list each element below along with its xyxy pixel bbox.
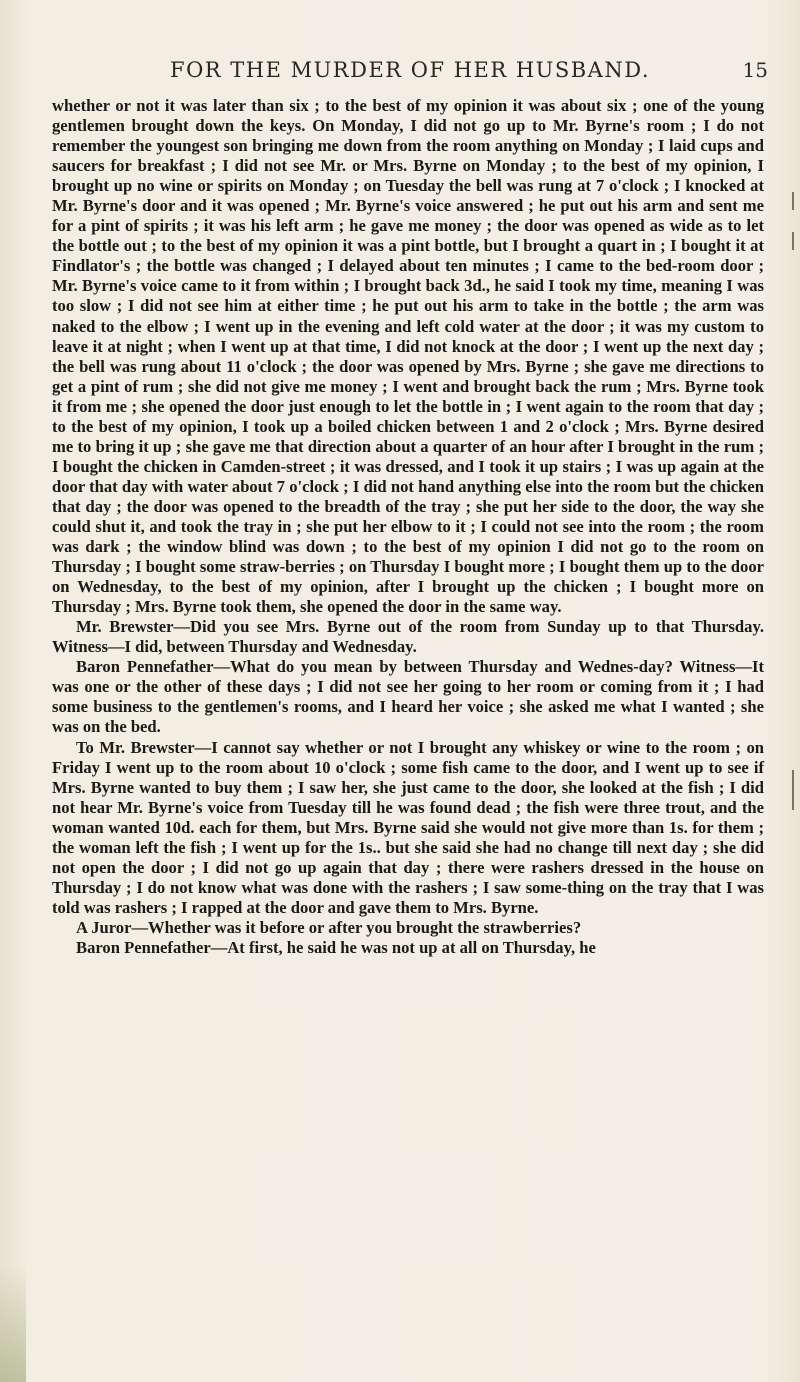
- paragraph-witness-testimony: whether or not it was later than six ; to the best of my opinion it was about six ; one of the young gentlemen brought down the keys. On Monday, I did not go up to Mr. Byrne's room ; I do not remember the youngest son bringing me down from the room anything on Monday ; I laid cups and saucers for breakfast ; I did not see Mr. or Mrs. Byrne on Monday ; to the best of my opinion, I brought up no wine or spirits on Monday ; on Tuesday the bell was rung at 7 o'clock ; I knocked at Mr. Byrne's door and it was opened ; Mr. Byrne's voice answered ; he put out his arm and sent me for a pint of spirits ; it was his left arm ; he gave me money ; the door was opened as wide as to let the bottle out ; to the best of my opinion it was a pint bottle, but I brought a quart in ; I bought it at Findlator's ; the bottle was changed ; I delayed about ten minutes ; I came to the bed-room door ; Mr. Byrne's voice came to it from within ; I brought back 3d., he said I took my time, meaning I was too slow ; I did not see him at either time ; he put out his arm to take in the bottle ; the arm was naked to the elbow ; I went up in the evening and left cold water at the door ; it was my custom to leave it at night ; when I went up at that time, I did not knock at the door ; I went up the next day ; the bell was rung about 11 o'clock ; the door was opened by Mrs. Byrne ; she gave me directions to get a pint of rum ; she did not give me money ; I went and brought back the rum ; Mrs. Byrne took it from me ; she opened the door just enough to let the bottle in ; I went again to the room that day ; to the best of my opinion, I took up a boiled chicken between 1 and 2 o'clock ; Mrs. Byrne desired me to bring it up ; she gave me that direction about a quarter of an hour after I brought in the rum ; I bought the chicken in Camden-street ; it was dressed, and I took it up stairs ; I was up again at the door that day with water about 7 o'clock ; I did not hand anything else into the room but the chicken that day ; the door was opened to the breadth of the tray ; she put her side to the door, the way she could shut it, and took the tray in ; she put her elbow to it ; I could not see into the room ; the room was dark ; the window blind was down ; to the best of my opinion I did not go to the room on Thursday ; I bought some straw-berries ; on Thursday I bought more ; I bought them up to the door on Wednesday, to the best of my opinion, after I brought up the chicken ; I bought more on Thursday ; Mrs. Byrne took them, she opened the door in the same way.: [52, 96, 764, 617]
- body-text: [52, 96, 764, 958]
- page-edge-shadow: [0, 1262, 26, 1382]
- page-number: 15: [742, 58, 768, 82]
- margin-mark: [786, 770, 794, 810]
- paragraph-pennefather-remark: Baron Pennefather—At first, he said he was not up at all on Thursday, he: [76, 937, 596, 957]
- paragraph-pennefather-question: Baron Pennefather—What do you mean by between Thursday and Wednes-day? Witness—It was one or the other of these days ; I did not see her going to her room or coming from it ; I had some business to the gentlemen's rooms, and I heard her voice ; she asked me what I wanted ; she was on the bed.: [52, 657, 764, 737]
- running-title: FOR THE MURDER OF HER HUSBAND.: [170, 58, 650, 82]
- paragraph-juror-question: A Juror—Whether was it before or after you brought the strawberries?: [76, 917, 582, 937]
- margin-mark: [786, 192, 794, 210]
- running-head: [52, 58, 768, 84]
- paragraph-brewster-question: Mr. Brewster—Did you see Mrs. Byrne out of the room from Sunday up to that Thursday. Witness—I did, between Thursday and Wednesday.: [52, 617, 764, 657]
- margin-mark: [786, 232, 794, 250]
- paragraph-to-brewster: To Mr. Brewster—I cannot say whether or not I brought any whiskey or wine to the room ; on Friday I went up to the room about 10 o'clock ; some fish came to the door, and I went up to see if Mrs. Byrne wanted to buy them ; I saw her, she just came to the door, she looked at the fish ; I did not hear Mr. Byrne's voice from Tuesday till he was found dead ; the fish were three trout, and the woman wanted 10d. each for them, but Mrs. Byrne said she would not give more than 1s. for them ; the woman left the fish ; I went up for the 1s.. but she said she had no change till next day ; she did not open the door ; I did not go up again that day ; there were rashers dressed in the house on Thursday ; I do not know what was done with the rashers ; I saw some-thing on the tray that I was told was rashers ; I rapped at the door and gave them to Mrs. Byrne.: [52, 737, 764, 917]
